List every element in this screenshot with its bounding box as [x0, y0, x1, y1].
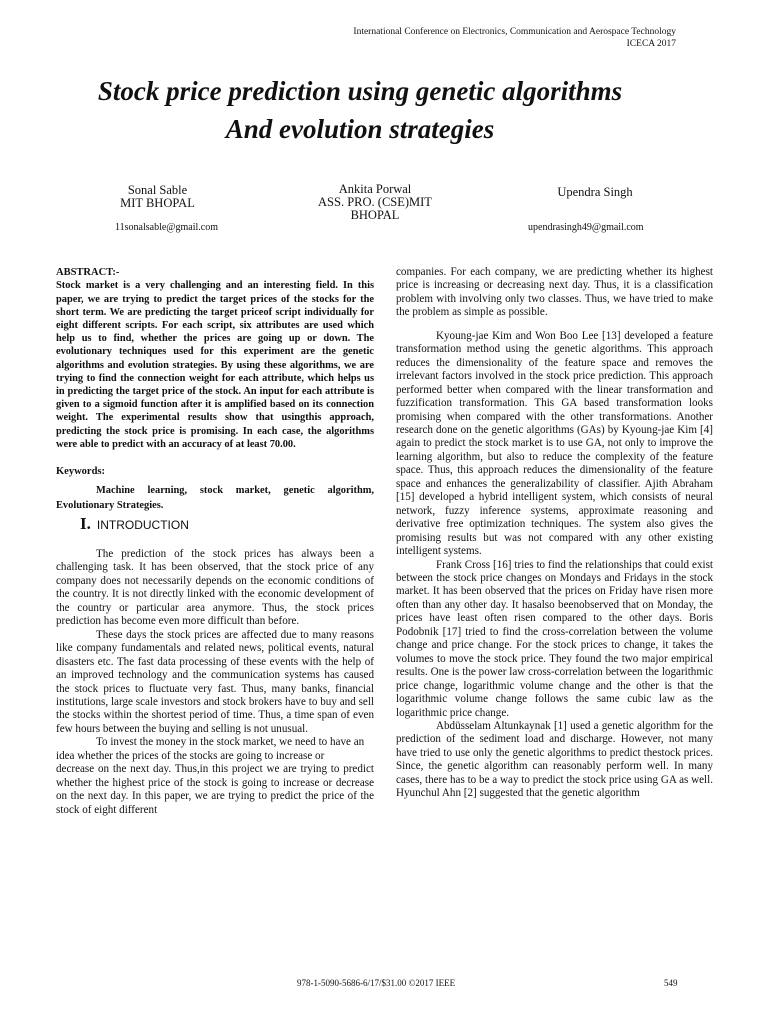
- author-affiliation: ASS. PRO. (CSE)MIT: [318, 195, 432, 209]
- abstract-heading: ABSTRACT:-: [56, 267, 120, 278]
- author-3-email: upendrasingh49@gmail.com: [528, 222, 644, 233]
- conference-header: [256, 26, 676, 50]
- author-name: Sonal Sable: [127, 183, 188, 197]
- body-paragraph-2: Kyoung-jae Kim and Won Boo Lee [13] developed a feature transformation method using the genetic algorithms. This approach reduces the dimensionality of the feature space and removes the irrelevant factors involved in the stock price prediction. This approach performed better when compared with the linear transformation and fuzzification transformation. This GA based transformation looks promising when compared with the other transformations. Another research done on the genetic algorithms (GAs) by Kyoung-jae Kim [4] again to predict the stock market is to use GA, not only to improve the learning algorithm, but also to reduce the complexity of the feature space. Thus, this approach reduces the dimensionality of the feature space and enhances the generalizability of classifier. Ajith Abraham [15] developed a hybrid intelligent system, which consists of neural network, fuzzy inference systems, approximate reasoning and derivative free optimization techniques. The system also gives the promising results but was not compared with any other existing intelligent systems.: [396, 329, 713, 558]
- section-title: INTRODUCTION: [96, 517, 189, 532]
- intro-heading: [80, 513, 374, 533]
- intro-paragraph-3a: To invest the money in the stock market, we need to have an idea whether the prices of the stocks are going to increase or: [56, 736, 365, 762]
- intro-paragraph-1: The prediction of the stock prices has always been a challenging task. It has been observed, that the stock price of any company does not necessarily depends on the economic conditions of the country. It is not directly linked with the economic development of the country or particular area anymore. Thus, the stock prices prediction has become even more difficult than before.: [56, 548, 374, 628]
- right-column: [396, 266, 713, 801]
- paper-title: [40, 72, 680, 148]
- author-affiliation: BHOPAL: [350, 208, 400, 222]
- intro-paragraph-3b: decrease on the next day. Thus,in this project we are trying to predict whether the highest price of the stock is going to increase or decrease on the next day. In this paper, we are trying to predict the price of the stock of eight different: [56, 763, 374, 816]
- author-affiliation: MIT BHOPAL: [120, 196, 195, 210]
- footer-isbn: 978-1-5090-5686-6/17/$31.00 ©2017 IEEE: [297, 978, 456, 988]
- page-number: 549: [664, 978, 678, 988]
- intro-paragraph-2: These days the stock prices are affected due to many reasons like company fundamentals and related news, political events, natural disasters etc. The fast data processing of these events with the help of an improved technology and the communication systems has caused the stock prices to fluctuate very fast. Thus, many banks, financial institutions, large scale investors and stock brokers have to buy and sell the stocks within the shortest period of time. Thus, a time span of even few hours between the buying and selling is not unusual.: [56, 628, 374, 735]
- author-1: [95, 184, 220, 210]
- body-paragraph-1: companies. For each company, we are predicting whether its highest price is increasing or decreasing next day. Thus, it is a classification problem with involving only two classes. Thus, we have tried to make the problem as simple as possible.: [396, 266, 713, 319]
- conference-name: International Conference on Electronics, Communication and Aerospace Technology: [353, 27, 676, 37]
- body-paragraph-4: Abdüsselam Altunkaynak [1] used a genetic algorithm for the prediction of the sediment load and discharge. However, not many have tried to use only the genetic algorithms to predict thestock prices. Since, the genetic algorithm can reasonably perform well. In many cases, there has to be a way to predict the stock price using GA as well. Hyunchul Ahn [2] suggested that the genetic algorithm: [396, 719, 713, 800]
- author-3: [530, 186, 660, 199]
- conference-short: ICECA 2017: [626, 39, 676, 49]
- left-column: [56, 266, 374, 817]
- abstract-text: Stock market is a very challenging and an interesting field. In this paper, we are trying to predict the target prices of the stocks for the short term. We are predicting the target priceof script individually for eight different scripts. For each script, six attributes are used which help us to find, whether the prices are going up or down. The evolutionary techniques used for this experiment are the genetic algorithms and evolution strategies. By using these algorithms, we are trying to find the connection weight for each attribute, which helps us in predicting the target price of the stock. An input for each attribute is given to a sigmoid function after it is amplified based on its connection weight. The experimental results show that usingthis approach, predicting the stock price is promising. In each case, the algorithms were able to predict with an accuracy of at least 70.00.: [56, 280, 374, 450]
- keywords-text: Machine learning, stock market, genetic algorithm, Evolutionary Strategies.: [56, 484, 374, 511]
- author-2: [290, 183, 460, 222]
- title-line-1: Stock price prediction using genetic algorithms: [97, 76, 623, 106]
- author-name: Ankita Porwal: [338, 182, 412, 196]
- title-line-2: And evolution strategies: [225, 114, 495, 144]
- body-paragraph-3: Frank Cross [16] tries to find the relationships that could exist between the stock price changes on Mondays and Fridays in the stock market. It has been observed that the prices on Friday have risen more often than any other day. It hasalso beenobserved that on Monday, the prices have least often risen compared to the other days. Boris Podobnik [17] tried to find the cross-correlation between the volume change and price change. For the stock prices to change, it takes the volumes to move the stock price. They found the two major empirical results. One is the power law cross-correlation between the logarithmic price change, logarithmic volume change and the other is that the logarithmic volume change follows the same cubic law as the logarithmic price change.: [396, 558, 713, 719]
- keywords-heading: Keywords:: [56, 466, 105, 478]
- section-number: I.: [80, 513, 91, 533]
- author-1-email: 11sonalsable@gmail.com: [115, 222, 218, 233]
- author-name: Upendra Singh: [557, 185, 633, 199]
